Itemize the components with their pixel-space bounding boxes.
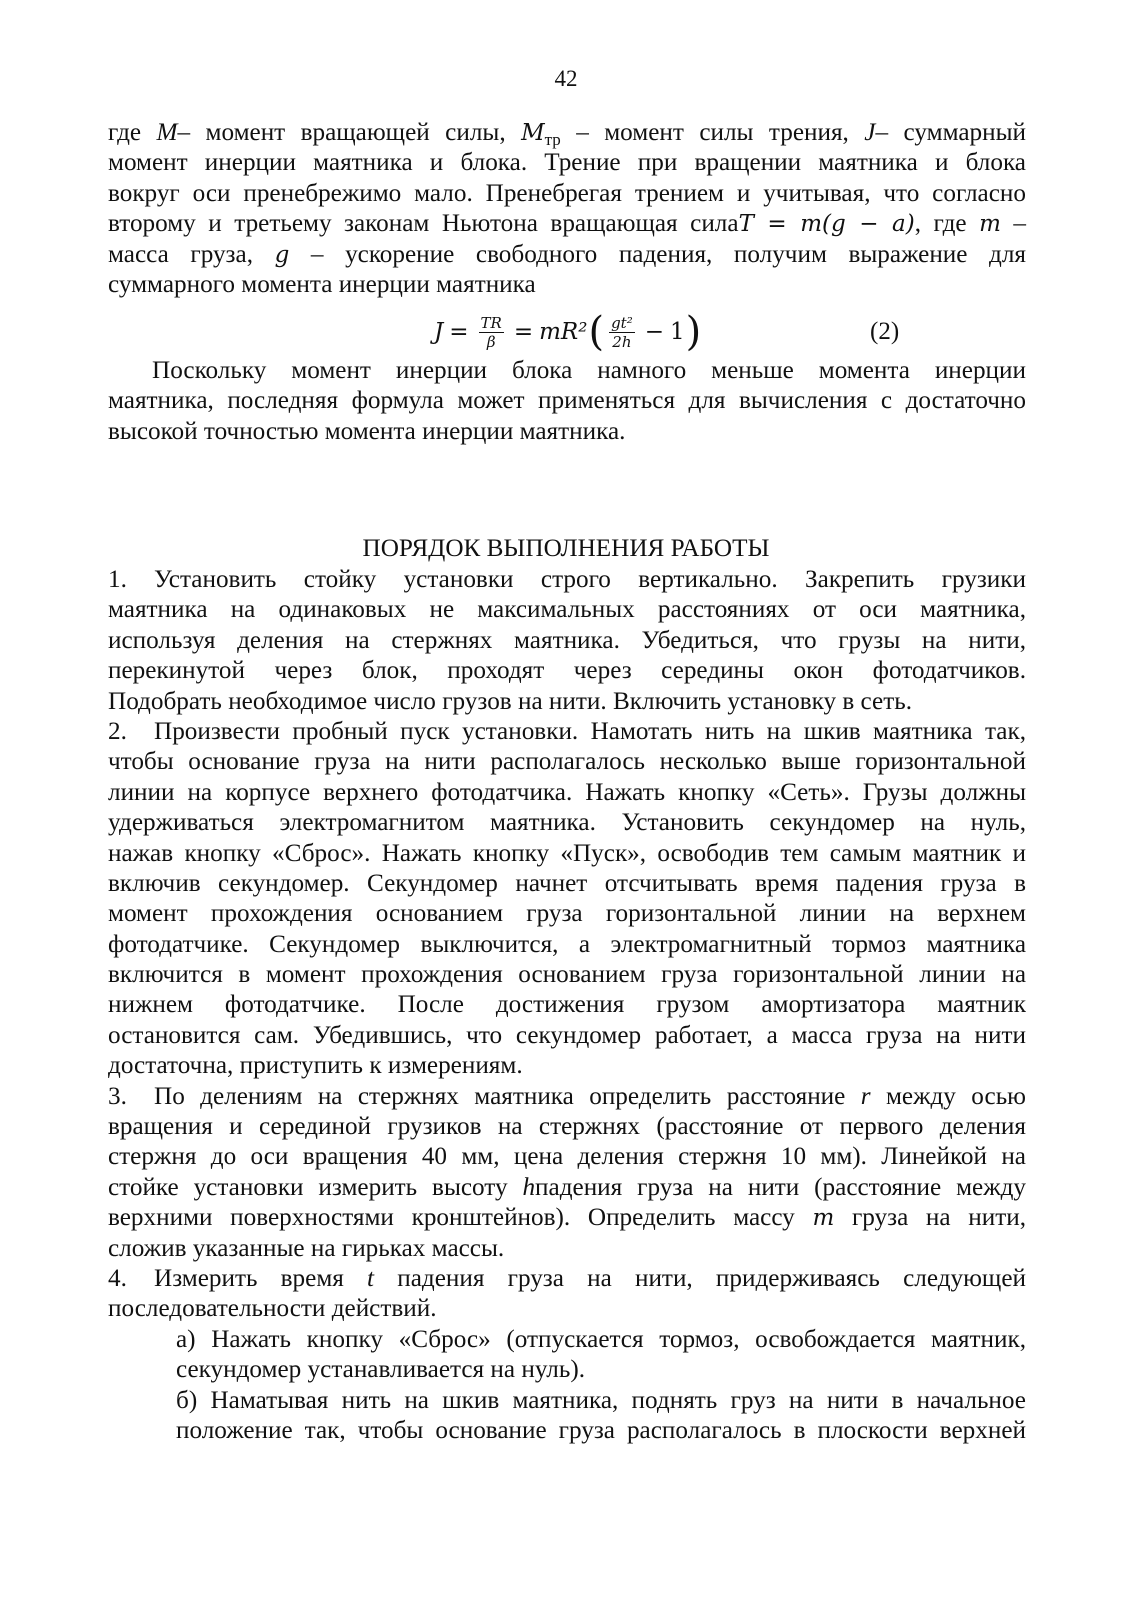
fraction-TR-over-beta bbox=[479, 314, 504, 351]
text-run: падения груза на нити, придерживаясь следующей bbox=[374, 1264, 1026, 1292]
substep-b-line: б) Наматывая нить на шкив маятника, поднять груз на нити в начальное bbox=[176, 1386, 1026, 1414]
step-1-line: используя деления на стержнях маятника. Убедиться, что грузы на нити, bbox=[108, 626, 1026, 654]
symbol-g: g bbox=[274, 241, 290, 268]
text-run: – ускорение свободного падения, получим выражение для bbox=[289, 240, 1027, 268]
fraction-denominator: 2h bbox=[612, 332, 632, 351]
step-2-line: линии на корпусе верхнего фотодатчика. Нажать кнопку «Сеть». Грузы должны bbox=[108, 778, 1026, 806]
text-run: По делениям на стержнях маятника определить расстояние bbox=[154, 1082, 861, 1110]
section-heading: ПОРЯДОК ВЫПОЛНЕНИЯ РАБОТЫ bbox=[362, 535, 770, 562]
step-3-line: стержня до оси вращения 40 мм, цена деления стержня 10 мм). Линейкой на bbox=[108, 1143, 1026, 1171]
text-run: стойке установки измерить высоту bbox=[108, 1173, 523, 1201]
text-run: Установить стойку установки строго вертикально. Закрепить грузики bbox=[154, 566, 1026, 593]
formula-left-paren: ( bbox=[588, 309, 605, 355]
text-run: груза на нити, bbox=[834, 1204, 1027, 1232]
text-run: – момент вращающей силы, bbox=[177, 119, 522, 146]
step-2-line: момент прохождения основанием груза горизонтальной линии на верхнем bbox=[108, 900, 1026, 928]
symbol-r: r bbox=[860, 1082, 871, 1110]
text-run: второму и третьему законам Ньютона вращающая сила bbox=[108, 210, 739, 238]
step-1-line: перекинутой через блок, проходят через середины окон фотодатчиков. bbox=[108, 657, 1026, 685]
formula-right-paren: ) bbox=[685, 309, 702, 355]
text-run: – bbox=[1000, 210, 1027, 238]
text-run: верхними поверхностями кронштейнов). Определить массу bbox=[108, 1204, 813, 1232]
paragraph-line: вокруг оси пренебрежимо мало. Пренебрегая трением и учитывая, что согласно bbox=[108, 179, 1026, 207]
formula-one: 1 bbox=[670, 319, 685, 345]
formula-equals: = bbox=[449, 319, 469, 345]
step-3-line: сложив указанные на гирьках массы. bbox=[108, 1234, 505, 1262]
formula-equals: = bbox=[513, 319, 534, 345]
subscript-tr: тр bbox=[544, 130, 561, 149]
step-number: 4. bbox=[108, 1264, 127, 1292]
step-2-line: остановится сам. Убедившись, что секундомер работает, а масса груза на нити bbox=[108, 1021, 1026, 1049]
symbol-m: m bbox=[812, 1205, 835, 1232]
paragraph-line: Поскольку момент инерции блока намного меньше момента инерции bbox=[152, 357, 1026, 384]
text-run: , где bbox=[914, 210, 980, 238]
text-run: где bbox=[108, 119, 157, 146]
symbol-t: t bbox=[367, 1264, 375, 1292]
text-run: Измерить время bbox=[154, 1264, 368, 1292]
formula-number: (2) bbox=[870, 318, 900, 345]
symbol-M: M bbox=[156, 119, 178, 146]
text-run: падения груза на нити (расстояние между bbox=[535, 1173, 1026, 1201]
paragraph-line bbox=[108, 118, 1026, 148]
page-number: 42 bbox=[554, 66, 578, 91]
paragraph-definitions bbox=[108, 118, 1026, 300]
step-3-line bbox=[108, 1082, 1026, 1112]
text-run: между осью bbox=[870, 1082, 1027, 1110]
step-1-line: Подобрать необходимое число грузов на нити. Включить установку в сеть. bbox=[108, 687, 913, 715]
step-4-line bbox=[108, 1264, 1026, 1294]
step-2-line bbox=[108, 717, 1026, 747]
step-2-line: нижнем фотодатчике. После достижения грузом амортизатора маятник bbox=[108, 991, 1026, 1019]
step-number: 1. bbox=[108, 566, 127, 593]
text-run: Произвести пробный пуск установки. Намотать нить на шкив маятника так, bbox=[154, 717, 1026, 745]
step-2-line: включится в момент прохождения основанием груза горизонтальной линии на bbox=[108, 961, 1026, 989]
fraction-denominator: β bbox=[486, 332, 496, 351]
text-run: – момент силы трения, bbox=[560, 119, 865, 146]
procedure-steps bbox=[108, 565, 1026, 1446]
step-2-line: нажав кнопку «Сброс». Нажать кнопку «Пуск», освободив тем самым маятник и bbox=[108, 839, 1026, 867]
symbol-M-friction: M bbox=[521, 120, 545, 146]
step-3-line: вращения и серединой грузиков на стержнях (расстояние от первого деления bbox=[108, 1113, 1026, 1141]
symbol-h: h bbox=[522, 1173, 536, 1201]
step-2-line: чтобы основание груза на нити располагалось несколько выше горизонтальной bbox=[108, 748, 1026, 776]
paragraph-line: суммарного момента инерции маятника bbox=[108, 270, 536, 298]
step-number: 3. bbox=[108, 1082, 127, 1110]
symbol-J: J bbox=[864, 119, 876, 146]
paragraph-approximation bbox=[108, 356, 1026, 447]
inline-formula-tension: T = m(g − a) bbox=[738, 211, 915, 238]
paragraph-line: высокой точностью момента инерции маятника. bbox=[108, 417, 626, 445]
symbol-m: m bbox=[979, 211, 1001, 238]
step-1-line: маятника на одинаковых не максимальных расстояниях от оси маятника, bbox=[108, 596, 1026, 624]
step-3-line bbox=[108, 1173, 1026, 1203]
step-3-line bbox=[108, 1203, 1026, 1233]
fraction-numerator: TR bbox=[480, 313, 502, 332]
paragraph-line bbox=[108, 240, 1026, 270]
step-2-line: включив секундомер. Секундомер начнет отсчитывать время падения груза в bbox=[108, 869, 1026, 897]
formula-minus: − bbox=[644, 319, 665, 345]
step-2-line: фотодатчике. Секундомер выключится, а электромагнитный тормоз маятника bbox=[108, 930, 1026, 958]
formula-symbol-J: J bbox=[434, 319, 444, 345]
step-1-line bbox=[108, 565, 1026, 595]
paragraph-line bbox=[108, 209, 1026, 239]
substep-b-line: положение так, чтобы основание груза располагалось в плоскости верхней bbox=[176, 1416, 1026, 1444]
paragraph-line: момент инерции маятника и блока. Трение при вращении маятника и блока bbox=[108, 149, 1026, 177]
fraction-gt2-over-2h bbox=[609, 314, 635, 351]
step-number: 2. bbox=[108, 717, 127, 745]
formula-mR-squared: mR² bbox=[539, 319, 588, 345]
step-4-line: последовательности действий. bbox=[108, 1295, 437, 1323]
text-run: – суммарный bbox=[875, 119, 1026, 146]
substep-a-line: а) Нажать кнопку «Сброс» (отпускается тормоз, освобождается маятник, bbox=[176, 1325, 1026, 1353]
formula-body bbox=[434, 306, 702, 358]
paragraph-line: маятника, последняя формула может применяться для вычисления с достаточно bbox=[108, 387, 1026, 415]
substep-a-line: секундомер устанавливается на нуль). bbox=[176, 1356, 586, 1384]
step-2-line: удерживаться электромагнитом маятника. Установить секундомер на нуль, bbox=[108, 809, 1026, 837]
formula-moment-of-inertia bbox=[0, 306, 1132, 358]
fraction-numerator: gt² bbox=[611, 313, 633, 332]
step-2-line: достаточна, приступить к измерениям. bbox=[108, 1052, 523, 1080]
text-run: масса груза, bbox=[108, 240, 275, 268]
